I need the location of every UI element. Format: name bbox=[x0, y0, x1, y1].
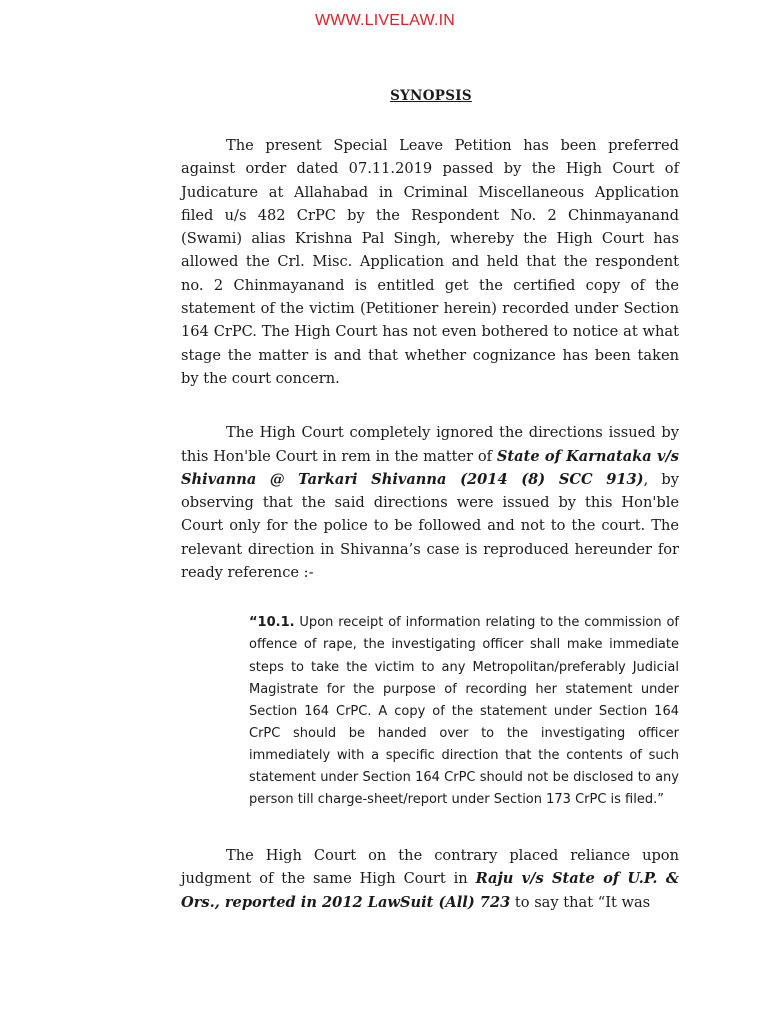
paragraph-raju-rest: to say that “It was bbox=[510, 893, 651, 911]
paragraph-shivanna-intro: The High Court completely ignored the directions issued by this Hon'ble Court in rem in the matter of bbox=[181, 424, 679, 465]
watermark: WWW.LIVELAW.IN bbox=[315, 12, 455, 29]
page-title: SYNOPSIS bbox=[390, 88, 472, 104]
block-quote bbox=[249, 612, 679, 811]
paragraph-raju bbox=[181, 844, 679, 914]
paragraph-shivanna-rest: , by observing that the said directions were issued by this Hon'ble Court only for the police to be followed and not to the court. The relevant direction in Shivanna’s case is reproduced hereunder for ready reference :- bbox=[181, 470, 679, 582]
paragraph-raju-intro: The High Court on the contrary placed reliance upon judgment of the same High Court in bbox=[181, 847, 679, 888]
quote-text: Upon receipt of information relating to the commission of offence of rape, the investigating officer shall make immediate steps to take the victim to any Metropolitan/preferably Judicial Magistrate for the purpose of recording her statement under Section 164 CrPC. A copy of the statement under Section 164 CrPC should be handed over to the investigating officer immediately with a specific direction that the contents of such statement under Section 164 CrPC should not be disclosed to any person till charge-sheet/report under Section 173 CrPC is filed.” bbox=[249, 615, 679, 808]
case-citation-shivanna: State of Karnataka v/s Shivanna @ Tarkari Shivanna (2014 (8) SCC 913) bbox=[181, 447, 679, 488]
case-citation-raju: Raju v/s State of U.P. & Ors., reported in 2012 LawSuit (All) 723 bbox=[181, 870, 679, 911]
paragraph-shivanna bbox=[181, 421, 679, 584]
quote-number: “10.1. bbox=[249, 615, 295, 631]
document-body bbox=[181, 134, 679, 914]
paragraph-intro: The present Special Leave Petition has been preferred against order dated 07.11.2019 passed by the High Court of Judicature at Allahabad in Criminal Miscellaneous Application filed u/s 482 CrPC by the Respondent No. 2 Chinmayanand (Swami) alias Krishna Pal Singh, whereby the High Court has allowed the Crl. Misc. Application and held that the respondent no. 2 Chinmayanand is entitled get the certified copy of the statement of the victim (Petitioner herein) recorded under Section 164 CrPC. The High Court has not even bothered to notice at what stage the matter is and that whether cognizance has been taken by the court concern. bbox=[181, 137, 679, 387]
